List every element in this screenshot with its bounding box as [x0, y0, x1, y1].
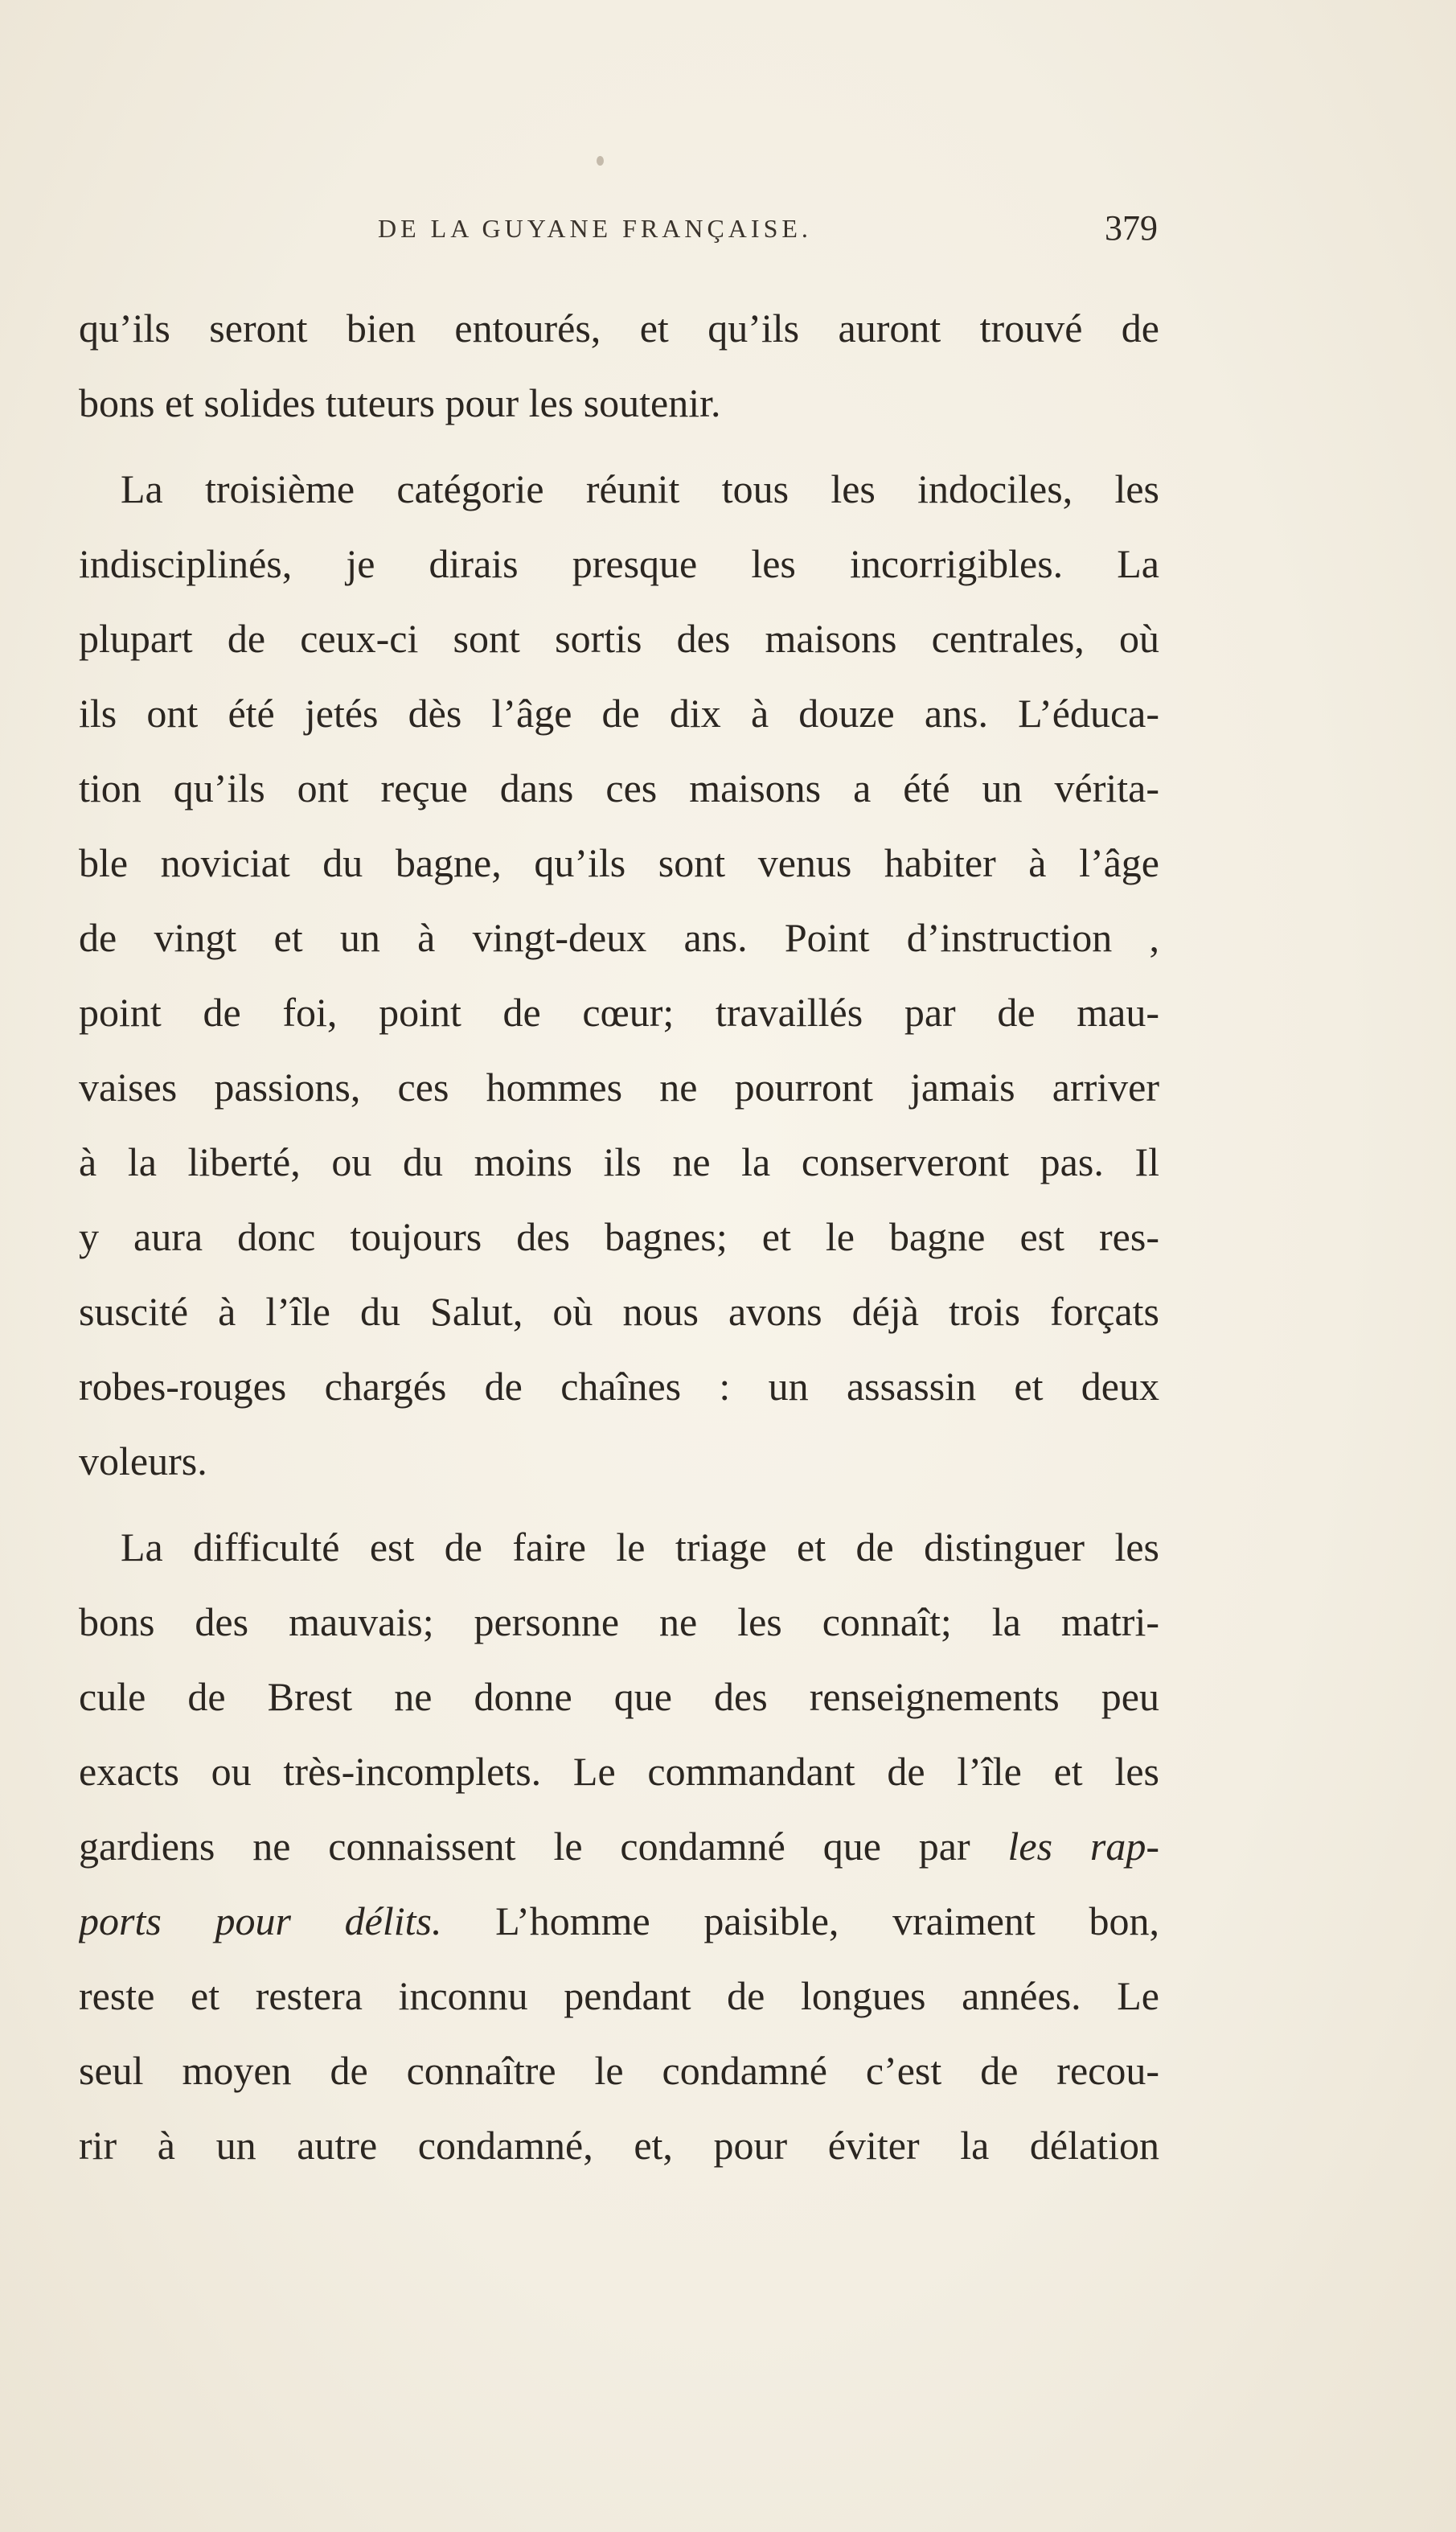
page-number: 379 [1105, 208, 1158, 248]
line-text: L’homme paisible, vraiment bon, [441, 1898, 1159, 1943]
line-text: gardiens ne connaissent le condamné que par [79, 1824, 1008, 1869]
italic-text: les rap- [1007, 1824, 1159, 1869]
running-head [80, 207, 1158, 256]
text-line: tion qu’ils ont reçue dans ces maisons a été un vérita- [79, 765, 1159, 810]
text-line: voleurs. [79, 1438, 207, 1483]
text-line: bons des mauvais; personne ne les connaît; la matri- [79, 1599, 1159, 1644]
text-line: de vingt et un à vingt-deux ans. Point d’instruction , [79, 915, 1159, 960]
text-line: cule de Brest ne donne que des renseignements peu [79, 1674, 1159, 1719]
italic-text: ports pour délits. [79, 1898, 442, 1943]
text-line: robes-rouges chargés de chaînes : un assassin et deux [79, 1364, 1159, 1409]
ink-speck [597, 156, 604, 166]
running-title: DE LA GUYANE FRANÇAISE. [378, 214, 812, 243]
text-line: suscité à l’île du Salut, où nous avons déjà trois forçats [79, 1289, 1159, 1334]
text-line: y aura donc toujours des bagnes; et le bagne est res- [79, 1214, 1159, 1259]
text-line: plupart de ceux-ci sont sortis des maisons centrales, où [79, 616, 1159, 661]
text-line: vaises passions, ces hommes ne pourront jamais arriver [79, 1065, 1159, 1110]
text-line: reste et restera inconnu pendant de longues années. Le [79, 1973, 1159, 2018]
text-line-with-italic [79, 1884, 1159, 1959]
text-line: indisciplinés, je dirais presque les incorrigibles. La [79, 541, 1159, 586]
text-line: à la liberté, ou du moins ils ne la conserveront pas. Il [79, 1139, 1159, 1184]
text-line: seul moyen de connaître le condamné c’est de recou- [79, 2048, 1159, 2093]
text-line: exacts ou très-incomplets. Le commandant de l’île et les [79, 1749, 1159, 1794]
text-line: point de foi, point de cœur; travaillés par de mau- [79, 990, 1159, 1035]
text-line-with-italic [79, 1809, 1159, 1884]
text-line: qu’ils seront bien entourés, et qu’ils auront trouvé de [79, 306, 1159, 351]
text-line: ble noviciat du bagne, qu’ils sont venus habiter à l’âge [79, 840, 1159, 885]
text-line: rir à un autre condamné, et, pour éviter la délation [79, 2123, 1159, 2168]
paragraph-first-line: La difficulté est de faire le triage et de distinguer les [121, 1525, 1159, 1570]
text-line: ils ont été jetés dès l’âge de dix à douze ans. L’éduca- [79, 691, 1159, 736]
body-text [79, 291, 1159, 2183]
text-line: bons et solides tuteurs pour les soutenir. [79, 380, 721, 425]
paragraph-first-line: La troisième catégorie réunit tous les indociles, les [121, 466, 1159, 511]
